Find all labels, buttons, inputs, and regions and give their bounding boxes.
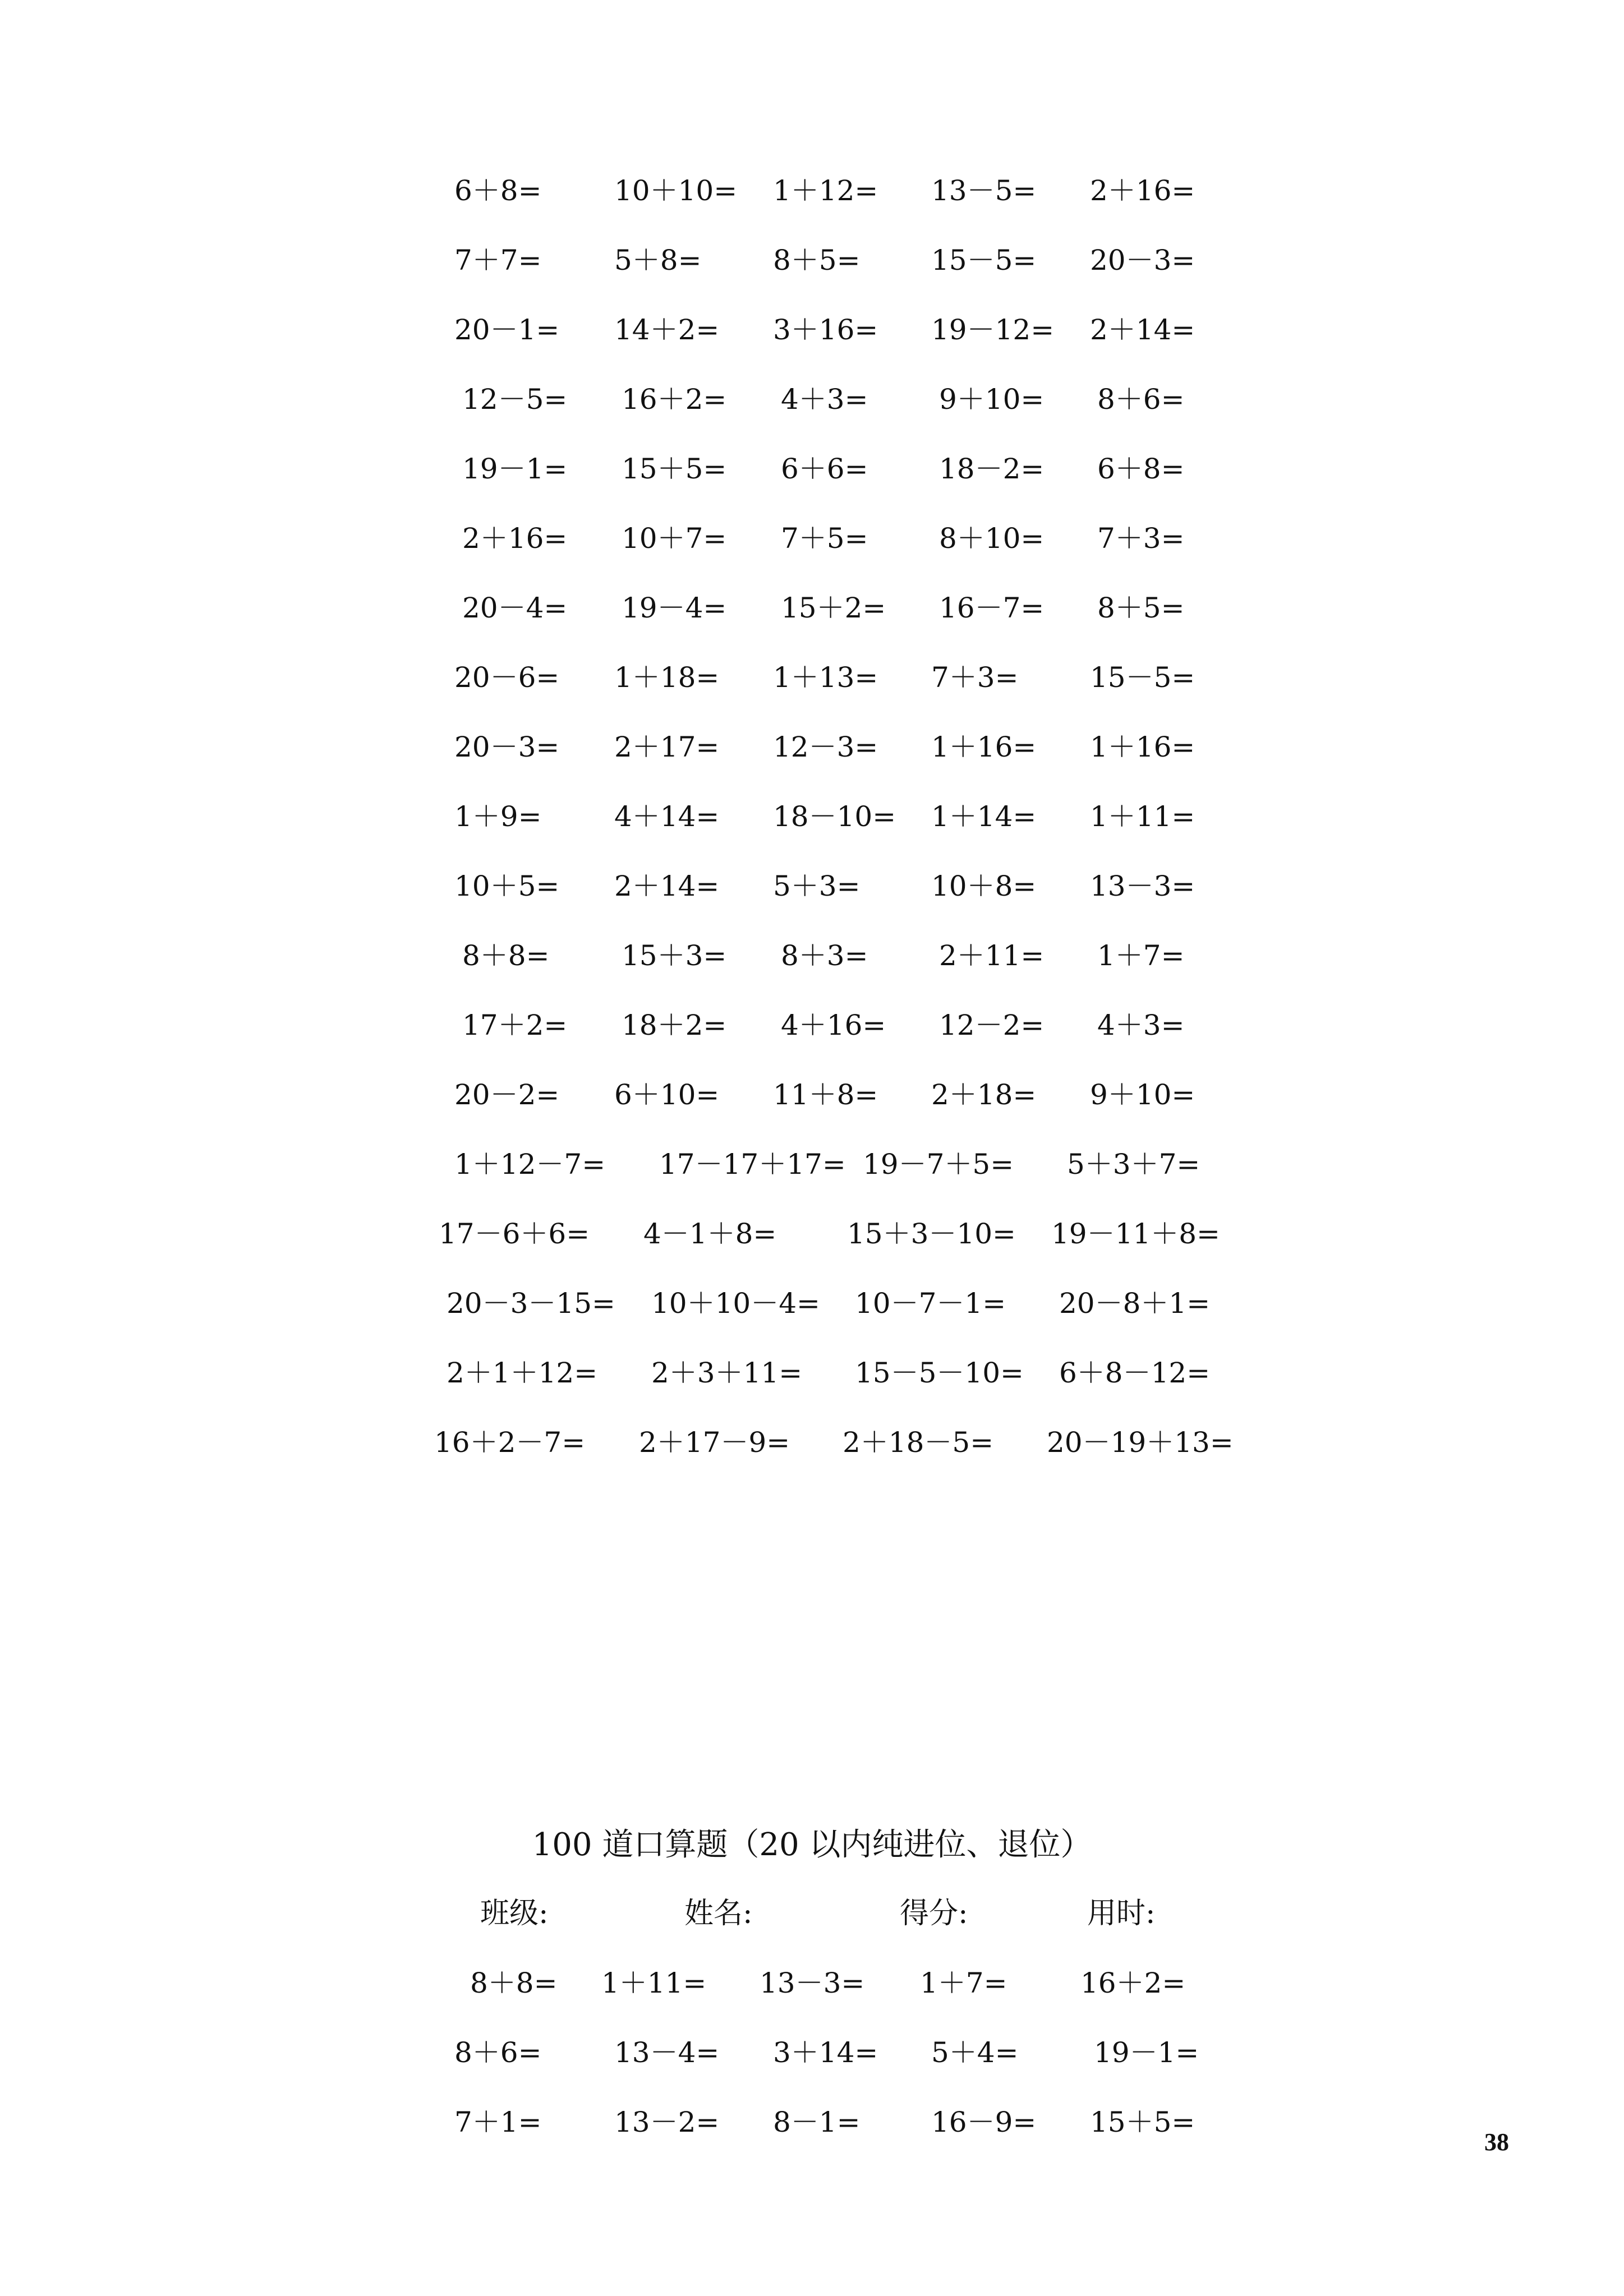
problem: 16＋2=	[622, 383, 727, 416]
problem: 18＋2=	[622, 1009, 727, 1041]
problem: 8＋6=	[454, 2036, 542, 2069]
problem: 1＋7=	[920, 1967, 1007, 1999]
problem: 8－1=	[773, 2106, 861, 2138]
problem-row	[0, 585, 1624, 630]
problem: 10＋8=	[931, 870, 1037, 902]
problem: 19－1=	[1094, 2036, 1199, 2069]
class-label: 班级:	[480, 1897, 549, 1930]
mixed-problem-row	[0, 1142, 1624, 1187]
problem: 7＋1=	[454, 2106, 542, 2138]
problem: 7＋7=	[454, 244, 542, 276]
problem: 1＋16=	[931, 731, 1037, 763]
problem: 12－5=	[462, 383, 568, 416]
problem: 2＋17－9=	[639, 1426, 790, 1459]
problem-row	[0, 2030, 1624, 2075]
problem: 13－2=	[614, 2106, 720, 2138]
problem: 8＋8=	[462, 939, 550, 972]
problem: 6＋8=	[454, 174, 542, 207]
problem-row	[0, 168, 1624, 213]
problem: 15＋2=	[781, 592, 886, 624]
problem: 10＋10－4=	[651, 1287, 820, 1320]
problem: 1＋13=	[773, 661, 878, 694]
problem: 13－3=	[1090, 870, 1195, 902]
problem: 20－3－15=	[447, 1287, 615, 1320]
problem: 6＋6=	[781, 453, 868, 485]
problem: 6＋10=	[614, 1078, 720, 1111]
problem: 2＋14=	[1090, 313, 1195, 346]
problem: 20－8＋1=	[1059, 1287, 1211, 1320]
problem: 15＋5=	[1090, 2106, 1195, 2138]
mixed-problem-row	[0, 1281, 1624, 1326]
problem: 1＋16=	[1090, 731, 1195, 763]
problem: 19－7＋5=	[863, 1148, 1014, 1181]
problem: 1＋12=	[773, 174, 878, 207]
problem: 16＋2－7=	[434, 1426, 586, 1459]
score-label: 得分:	[900, 1897, 968, 1930]
problem: 4－1＋8=	[643, 1218, 777, 1250]
problem-row	[0, 2100, 1624, 2145]
problem: 13－3=	[760, 1967, 865, 1999]
problem: 10＋10=	[614, 174, 738, 207]
mixed-problem-row	[0, 1211, 1624, 1256]
problem-row	[0, 1003, 1624, 1048]
problem: 5＋8=	[614, 244, 702, 276]
problem: 7＋3=	[1097, 522, 1185, 555]
problem: 16＋2=	[1080, 1967, 1186, 1999]
problem: 1＋7=	[1097, 939, 1185, 972]
problem: 1＋9=	[454, 800, 542, 833]
problem: 1＋12－7=	[454, 1148, 606, 1181]
problem: 2＋18－5=	[843, 1426, 994, 1459]
problem-row	[0, 725, 1624, 769]
problem: 16－9=	[931, 2106, 1037, 2138]
problem: 1＋11=	[1090, 800, 1195, 833]
problem: 17－6＋6=	[439, 1218, 590, 1250]
problem: 15＋3－10=	[847, 1218, 1016, 1250]
problem: 4＋3=	[781, 383, 868, 416]
problem: 8＋6=	[1097, 383, 1185, 416]
problem: 20－3=	[454, 731, 560, 763]
problem: 17＋2=	[462, 1009, 568, 1041]
problem-row	[0, 516, 1624, 561]
problem: 10＋7=	[622, 522, 727, 555]
problem: 15＋5=	[622, 453, 727, 485]
problem: 15－5=	[931, 244, 1037, 276]
problem: 7＋3=	[931, 661, 1019, 694]
problem-row	[0, 1072, 1624, 1117]
problem: 9＋10=	[1090, 1078, 1195, 1111]
problem: 2＋14=	[614, 870, 720, 902]
mixed-problem-row	[0, 1350, 1624, 1395]
page-number: 38	[1484, 2128, 1509, 2156]
time-label: 用时:	[1087, 1897, 1156, 1930]
problem: 10＋5=	[454, 870, 560, 902]
problem: 7＋5=	[781, 522, 868, 555]
problem: 17－17＋17=	[659, 1148, 846, 1181]
problem: 8＋5=	[1097, 592, 1185, 624]
student-info-row	[0, 1891, 1624, 1936]
problem: 4＋14=	[614, 800, 720, 833]
name-label: 姓名:	[684, 1897, 753, 1930]
problem-row	[0, 1961, 1624, 2005]
problem: 2＋1＋12=	[447, 1357, 598, 1389]
problem: 3＋14=	[773, 2036, 878, 2069]
problem: 12－2=	[939, 1009, 1045, 1041]
problem-row	[0, 377, 1624, 422]
problem: 14＋2=	[614, 313, 720, 346]
problem: 13－4=	[614, 2036, 720, 2069]
problem: 1＋14=	[931, 800, 1037, 833]
problem: 2＋18=	[931, 1078, 1037, 1111]
problem: 13－5=	[931, 174, 1037, 207]
problem: 20－3=	[1090, 244, 1195, 276]
problem: 20－19＋13=	[1047, 1426, 1234, 1459]
problem-row	[0, 446, 1624, 491]
mixed-problem-row	[0, 1420, 1624, 1465]
problem: 6＋8=	[1097, 453, 1185, 485]
problem: 8＋3=	[781, 939, 868, 972]
problem: 19－12=	[931, 313, 1055, 346]
problem: 1＋11=	[601, 1967, 707, 1999]
problem: 18－10=	[773, 800, 896, 833]
problem-row	[0, 794, 1624, 839]
problem: 5＋3＋7=	[1067, 1148, 1200, 1181]
problem: 19－11＋8=	[1051, 1218, 1220, 1250]
problem: 2＋11=	[939, 939, 1045, 972]
problem: 10－7－1=	[855, 1287, 1006, 1320]
problem: 4＋16=	[781, 1009, 886, 1041]
problem: 6＋8－12=	[1059, 1357, 1211, 1389]
problem-row	[0, 864, 1624, 909]
problem-row	[0, 933, 1624, 978]
problem: 16－7=	[939, 592, 1045, 624]
problem: 2＋16=	[462, 522, 568, 555]
problem: 19－1=	[462, 453, 568, 485]
problem: 20－6=	[454, 661, 560, 694]
problem: 4＋3=	[1097, 1009, 1185, 1041]
worksheet-title: 100 道口算题（20 以内纯进位、退位）	[532, 1827, 1092, 1863]
problem: 2＋3＋11=	[651, 1357, 803, 1389]
problem: 19－4=	[622, 592, 727, 624]
problem: 8＋10=	[939, 522, 1045, 555]
problem: 8＋5=	[773, 244, 861, 276]
problem: 11＋8=	[773, 1078, 878, 1111]
problem: 12－3=	[773, 731, 878, 763]
problem-row	[0, 307, 1624, 352]
problem: 15＋3=	[622, 939, 727, 972]
problem: 5＋4=	[931, 2036, 1019, 2069]
problem: 1＋18=	[614, 661, 720, 694]
problem: 8＋8=	[470, 1967, 558, 1999]
problem: 15－5－10=	[855, 1357, 1024, 1389]
problem: 20－1=	[454, 313, 560, 346]
problem: 18－2=	[939, 453, 1045, 485]
problem: 20－2=	[454, 1078, 560, 1111]
problem: 9＋10=	[939, 383, 1045, 416]
problem-row	[0, 655, 1624, 700]
problem-row	[0, 238, 1624, 283]
problem: 5＋3=	[773, 870, 861, 902]
problem: 3＋16=	[773, 313, 878, 346]
problem: 2＋17=	[614, 731, 720, 763]
problem: 2＋16=	[1090, 174, 1195, 207]
problem: 15－5=	[1090, 661, 1195, 694]
problem: 20－4=	[462, 592, 568, 624]
